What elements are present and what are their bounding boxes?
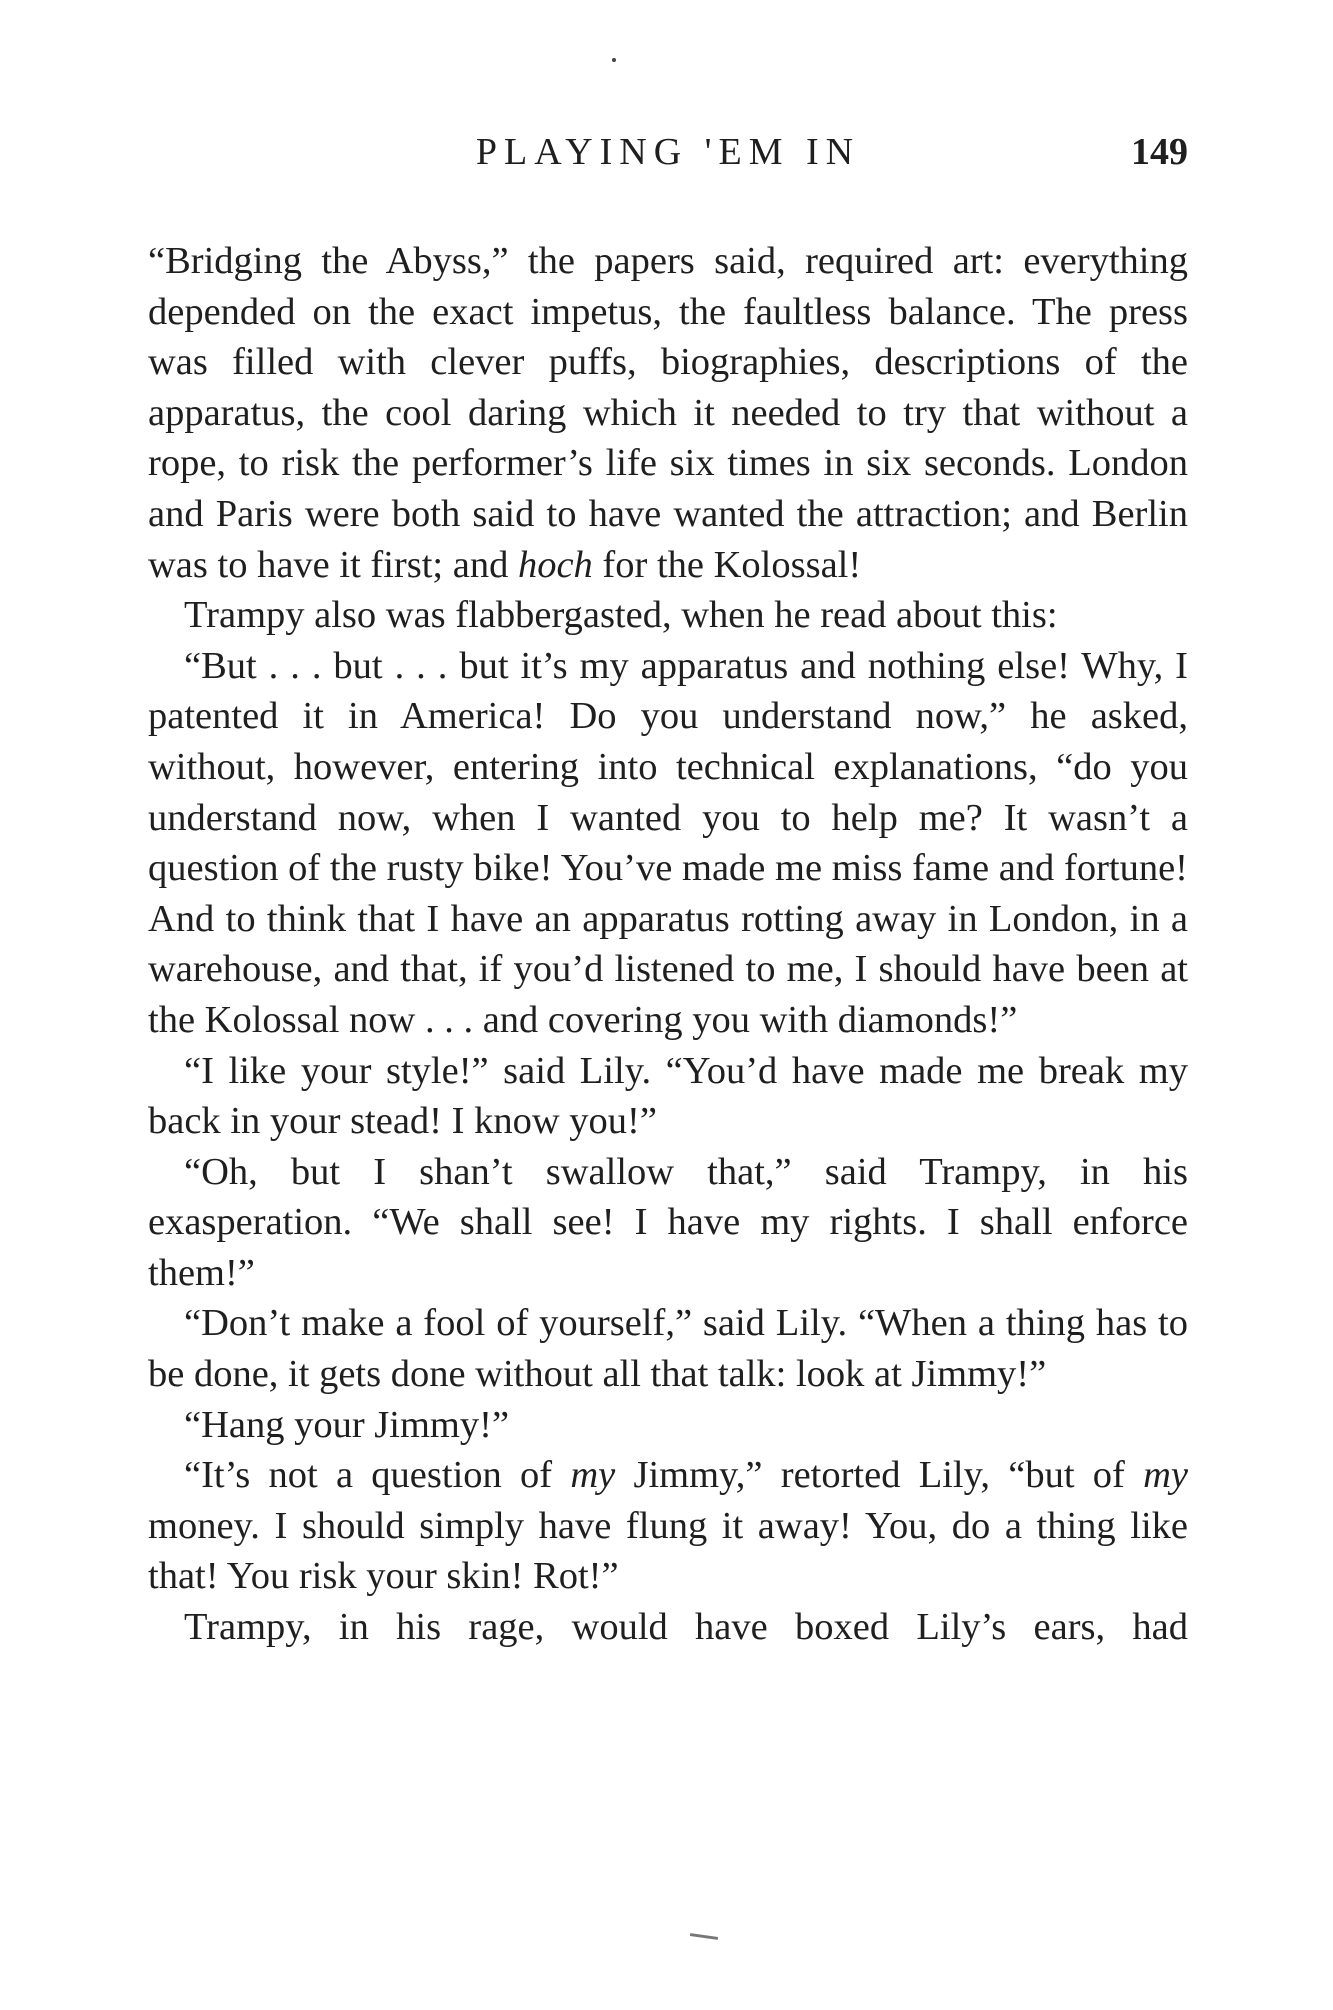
italic-text: hoch	[517, 543, 593, 586]
paragraph	[148, 236, 1188, 590]
text-run: money. I should simply have flung it away! You, do a thing like that! You risk your skin! Rot!”	[148, 1504, 1188, 1598]
paragraph	[148, 1046, 1188, 1147]
text-run: “Oh, but I shan’t swallow that,” said Trampy, in his exasperation. “We shall see! I have my rights. I shall enforce them!”	[148, 1150, 1188, 1294]
paragraph	[148, 1298, 1188, 1399]
paragraph	[148, 590, 1188, 641]
text-run: “I like your style!” said Lily. “You’d have made me break my back in your stead! I know you!”	[148, 1049, 1188, 1143]
page-header	[148, 130, 1188, 190]
paragraph	[148, 1602, 1188, 1653]
paragraph	[148, 1147, 1188, 1299]
paragraph	[148, 641, 1188, 1046]
text-run: for the Kolossal!	[592, 543, 862, 586]
body-text	[148, 236, 1188, 1653]
running-title: PLAYING 'EM IN	[475, 131, 861, 173]
italic-text: my	[1143, 1454, 1188, 1497]
text-run: “But . . . but . . . but it’s my apparatus and nothing else! Why, I patented it in America! Do you understand now,” he asked, without, however, entering into technical explanations, “do you understand now, when I wanted you to help me? It wasn’t a question of the rusty bike! You’ve made me miss fame and fortune! And to think that I have an apparatus rotting away in London, in a warehouse, and that, if you’d listened to me, I should have been at the Kolossal now . . . and covering you with diamonds!”	[148, 644, 1188, 1041]
text-run: “Don’t make a fool of yourself,” said Lily. “When a thing has to be done, it gets done without all that talk: look at Jimmy!”	[148, 1302, 1188, 1396]
paragraph	[148, 1400, 1188, 1451]
page-number: 149	[1131, 131, 1188, 173]
text-run: Trampy also was flabbergasted, when he read about this:	[184, 594, 1058, 637]
italic-text: my	[570, 1454, 616, 1497]
text-run: Jimmy,” retorted Lily, “but of	[615, 1454, 1144, 1497]
ink-speck	[612, 58, 616, 62]
paragraph	[148, 1450, 1188, 1602]
text-run: “It’s not a question of	[184, 1454, 571, 1497]
text-run: “Hang your Jimmy!”	[184, 1403, 510, 1446]
ink-mark	[690, 1933, 718, 1940]
text-run: Trampy, in his rage, would have boxed Lily’s ears, had	[184, 1606, 1188, 1649]
text-run: “Bridging the Abyss,” the papers said, required art: everything depended on the exact impetus, the faultless balance. The press was filled with clever puffs, biographies, descriptions of the apparatus, the cool daring which it needed to try that without a rope, to risk the performer’s life six times in six seconds. London and Paris were both said to have wanted the attraction; and Berlin was to have it first; and	[148, 240, 1188, 586]
